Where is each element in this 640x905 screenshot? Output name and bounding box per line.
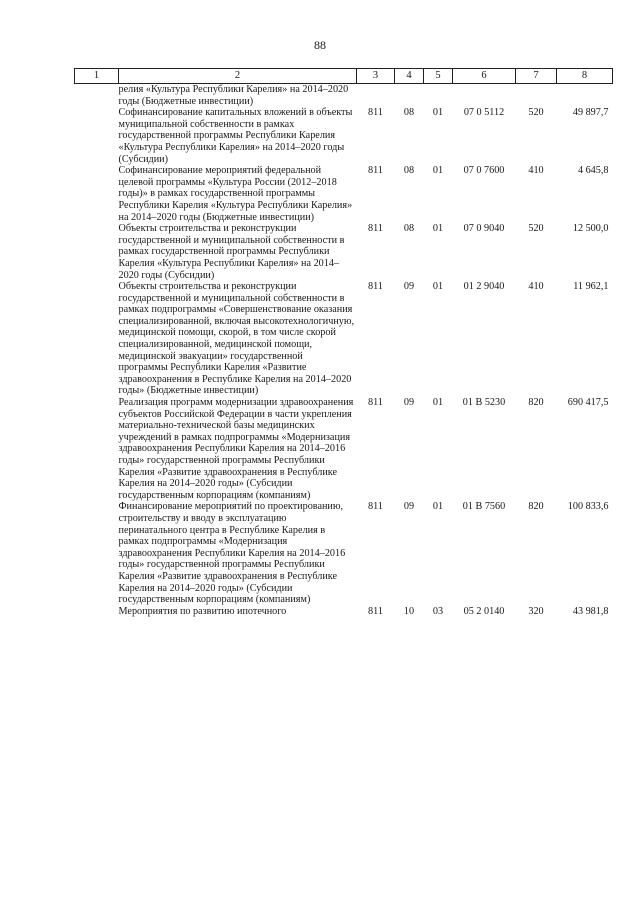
budget-table (74, 68, 613, 617)
expense-type-code: 520 (528, 223, 544, 235)
column-header-1: 1 (75, 69, 119, 84)
table-row (75, 397, 613, 501)
subsection-code: 01 (432, 165, 444, 177)
subsection-code: 01 (432, 501, 444, 513)
ministry-code: 811 (368, 223, 383, 235)
page-number: 88 (314, 38, 326, 52)
section-code: 10 (403, 605, 415, 617)
row-description: Объекты строительства и реконструкции государственной и муниципальной собственности в рамках государственной программы Республики Карелия «Культура Республики Карелия» на 2014–2020 годы (Субсидии) (118, 223, 345, 281)
ministry-code: 811 (368, 605, 383, 617)
column-header-3: 3 (357, 69, 395, 84)
column-header-2: 2 (119, 69, 357, 84)
table-header-row (75, 69, 613, 84)
target-article-code: 07 0 9040 (463, 223, 505, 235)
table-row-continued (75, 84, 613, 108)
subsection-code: 01 (432, 107, 444, 119)
table-row (75, 281, 613, 397)
column-header-6: 6 (453, 69, 516, 84)
target-article-code: 01 В 5230 (462, 397, 506, 409)
ministry-code: 811 (368, 501, 383, 513)
expense-type-code: 410 (528, 165, 544, 177)
row-description: Софинансирование капитальных вложений в объекты муниципальной собственности в рамках государственной программы Республики Карелия «Культура Республики Карелия» на 2014–2020 годы (Субсидии) (118, 107, 353, 165)
amount-value: 49 897,7 (572, 107, 609, 119)
amount-value: 4 645,8 (577, 165, 609, 177)
table-row (75, 107, 613, 165)
row-description: Мероприятия по развитию ипотечного (118, 605, 287, 617)
column-header-4: 4 (395, 69, 424, 84)
amount-value: 690 417,5 (567, 397, 609, 409)
expense-type-code: 520 (528, 107, 544, 119)
amount-value: 11 962,1 (573, 281, 609, 293)
subsection-code: 01 (432, 397, 444, 409)
ministry-code: 811 (368, 281, 383, 293)
ministry-code: 811 (368, 397, 383, 409)
amount-value: 43 981,8 (572, 605, 609, 617)
table-row (75, 165, 613, 223)
section-code: 09 (403, 501, 415, 513)
row-description: Реализация программ модернизации здравоохранения субъектов Российской Федерации в части укрепления материально-технической базы медицинских учреждений в рамках подпрограммы «Модернизация здравоохранения Республики Карелия на 2014–2016 годы» государственной программы Республики Карелия «Развитие здравоохранения в Республике Карелия на 2014–2020 годы» (Субсидии государственным корпорациям (компаниям) (118, 397, 354, 501)
column-header-5: 5 (424, 69, 453, 84)
table-row (75, 501, 613, 605)
row-description: Финансирование мероприятий по проектированию, строительству и вводу в эксплуатацию перинатального центра в Республике Карелия в рамках подпрограммы «Модернизация здравоохранения Республики Карелия на 2014–2016 годы» государственной программы Республики Карелия «Развитие здравоохранения в Республике Карелия на 2014–2020 годы» (Субсидии государственным корпорациям (компаниям) (118, 501, 346, 606)
amount-value: 100 833,6 (567, 501, 609, 513)
column-header-8: 8 (557, 69, 613, 84)
table-row (75, 606, 613, 618)
target-article-code: 01 В 7560 (462, 501, 506, 513)
target-article-code: 05 2 0140 (463, 605, 505, 617)
continued-description: релия «Культура Республики Карелия» на 2014–2020 годы (Бюджетные инвестиции) (118, 84, 349, 107)
subsection-code: 01 (432, 281, 444, 293)
subsection-code: 03 (432, 605, 444, 617)
target-article-code: 07 0 7600 (463, 165, 505, 177)
expense-type-code: 320 (528, 605, 544, 617)
section-code: 08 (403, 223, 415, 235)
expense-type-code: 410 (528, 281, 544, 293)
section-code: 09 (403, 281, 415, 293)
section-code: 08 (403, 107, 415, 119)
ministry-code: 811 (368, 165, 383, 177)
amount-value: 12 500,0 (572, 223, 609, 235)
table-row (75, 223, 613, 281)
column-header-7: 7 (516, 69, 557, 84)
row-description: Объекты строительства и реконструкции государственной и муниципальной собственности в рамках подпрограммы «Совершенствование оказания специализированной, включая высокотехнологичную, медицинской помощи, скорой, в том числе скорой специализированной, медицинской помощи, медицинской эвакуации» государственной программы Республики Карелия «Развитие здравоохранения в Республике Карелия на 2014–2020 годы» (Бюджетные инвестиции) (118, 281, 355, 397)
target-article-code: 07 0 5112 (463, 107, 505, 119)
subsection-code: 01 (432, 223, 444, 235)
expense-type-code: 820 (528, 501, 544, 513)
expense-type-code: 820 (528, 397, 544, 409)
section-code: 09 (403, 397, 415, 409)
row-description: Софинансирование мероприятий федеральной целевой программы «Культура России (2012–2018 годы)» в рамках государственной программы Республики Карелия «Культура Республики Карелия» на 2014–2020 годы (Бюджетные инвестиции) (118, 165, 353, 223)
target-article-code: 01 2 9040 (463, 281, 505, 293)
table-body (75, 84, 613, 618)
ministry-code: 811 (368, 107, 383, 119)
section-code: 08 (403, 165, 415, 177)
